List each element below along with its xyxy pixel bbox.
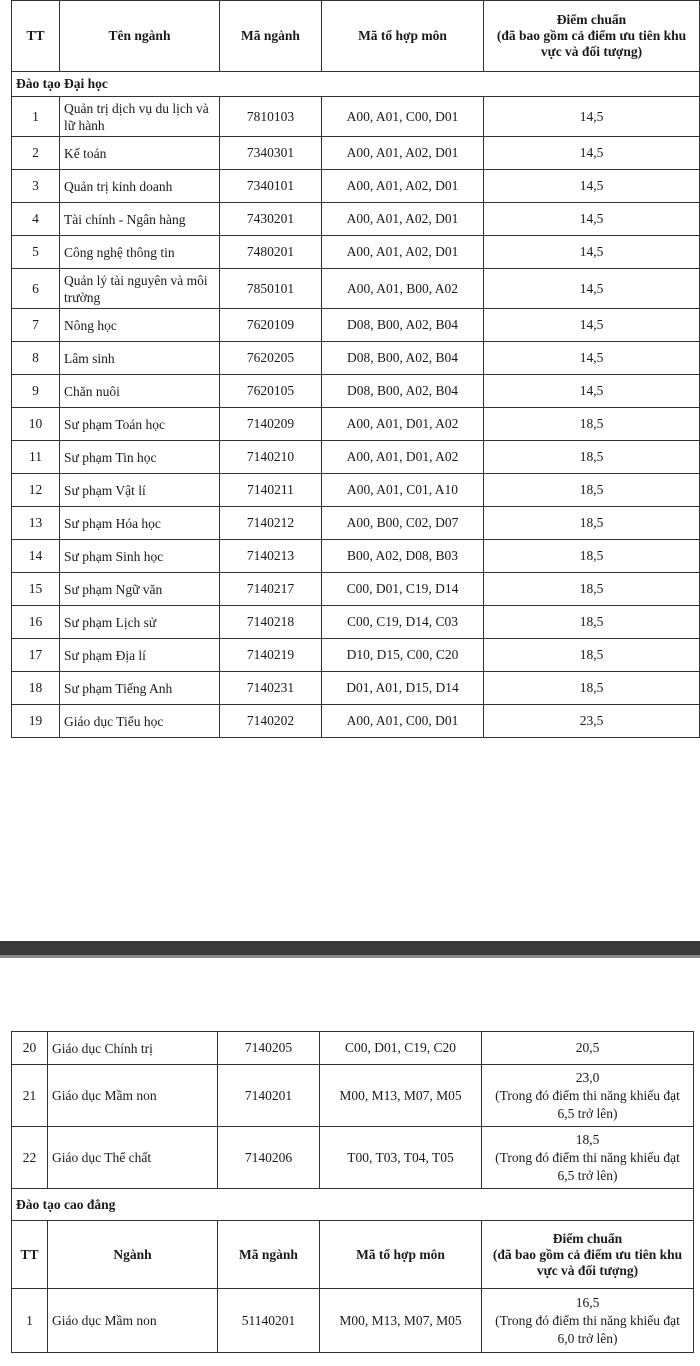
score-cell — [484, 573, 700, 606]
score-value: 16,5 — [575, 1294, 600, 1310]
row-combo: B00, A02, D08, B03 — [322, 540, 484, 573]
score-value: 14,5 — [579, 280, 604, 296]
row-code: 7140213 — [220, 540, 322, 573]
score-value: 14,5 — [579, 383, 604, 398]
row-code: 7620205 — [220, 342, 322, 375]
score-cell — [484, 474, 700, 507]
header-to-hop: Mã tổ hợp môn — [322, 1, 484, 72]
section-row — [12, 72, 700, 97]
row-code: 7810103 — [220, 97, 322, 137]
table-row — [12, 203, 700, 236]
row-code: 7140202 — [220, 705, 322, 738]
score-value: 18,5 — [579, 416, 604, 431]
score-cell — [484, 170, 700, 203]
score-value: 14,5 — [579, 317, 604, 332]
row-name: Giáo dục Mầm non — [48, 1289, 218, 1353]
score-cell — [482, 1127, 694, 1189]
row-code: 7140218 — [220, 606, 322, 639]
score-cell — [484, 507, 700, 540]
row-name: Nông học — [60, 309, 220, 342]
row-combo: A00, A01, A02, D01 — [322, 170, 484, 203]
header-diem-sub: (đã bao gồm cả điểm ưu tiên khu vực và đối tượng) — [496, 28, 687, 59]
table-body-cao-dang — [12, 1289, 694, 1353]
table-row — [12, 137, 700, 170]
score-cell — [484, 269, 700, 309]
table-body-page2 — [12, 1032, 694, 1189]
score-value: 18,5 — [579, 482, 604, 497]
row-code: 7140209 — [220, 408, 322, 441]
section-cao-dang: Đào tạo cao đẳng — [12, 1189, 694, 1221]
score-note: (Trong đó điểm thi năng khiếu đạt 6,5 trở lên) — [495, 1149, 680, 1183]
row-name: Sư phạm Ngữ văn — [60, 573, 220, 606]
section-dai-hoc: Đào tạo Đại học — [12, 72, 700, 97]
row-code: 7140205 — [218, 1032, 320, 1065]
score-cell — [484, 540, 700, 573]
row-code: 51140201 — [218, 1289, 320, 1353]
row-name: Sư phạm Vật lí — [60, 474, 220, 507]
score-value: 14,5 — [579, 244, 604, 259]
score-note: (Trong đó điểm thi năng khiếu đạt 6,5 trở lên) — [495, 1087, 680, 1121]
row-tt: 1 — [12, 97, 60, 137]
score-value: 23,5 — [579, 713, 604, 728]
row-combo: A00, A01, D01, A02 — [322, 441, 484, 474]
row-combo: A00, A01, C00, D01 — [322, 705, 484, 738]
header-ma-nganh: Mã ngành — [220, 1, 322, 72]
score-cell — [484, 236, 700, 269]
table-row — [12, 606, 700, 639]
score-cell — [484, 203, 700, 236]
row-tt: 10 — [12, 408, 60, 441]
row-combo: D10, D15, C00, C20 — [322, 639, 484, 672]
header2-diem-sub: (đã bao gồm cả điểm ưu tiên khu vực và đối tượng) — [492, 1246, 683, 1278]
section-row — [12, 1189, 694, 1221]
row-tt: 8 — [12, 342, 60, 375]
row-name: Giáo dục Thể chất — [48, 1127, 218, 1189]
row-tt: 17 — [12, 639, 60, 672]
header2-nganh: Ngành — [48, 1221, 218, 1289]
table-row — [12, 236, 700, 269]
row-tt: 19 — [12, 705, 60, 738]
row-combo: D01, A01, D15, D14 — [322, 672, 484, 705]
row-name: Quản lý tài nguyên và môi trường — [60, 269, 220, 309]
row-code: 7850101 — [220, 269, 322, 309]
header2-to-hop: Mã tổ hợp môn — [320, 1221, 482, 1289]
table-row — [12, 639, 700, 672]
row-combo: A00, A01, D01, A02 — [322, 408, 484, 441]
row-combo: D08, B00, A02, B04 — [322, 309, 484, 342]
score-cell — [484, 137, 700, 170]
table-row — [12, 573, 700, 606]
row-tt: 5 — [12, 236, 60, 269]
row-code: 7140217 — [220, 573, 322, 606]
score-value: 18,5 — [579, 680, 604, 695]
table-header-row-cao-dang — [12, 1221, 694, 1289]
row-combo: A00, A01, C01, A10 — [322, 474, 484, 507]
admission-score-table-page2 — [11, 1031, 694, 1353]
row-tt: 13 — [12, 507, 60, 540]
row-combo: C00, D01, C19, D14 — [322, 573, 484, 606]
row-combo: M00, M13, M07, M05 — [320, 1065, 482, 1127]
score-cell — [484, 342, 700, 375]
page-divider — [0, 941, 700, 955]
score-value: 14,5 — [579, 178, 604, 193]
row-name: Công nghệ thông tin — [60, 236, 220, 269]
row-name: Giáo dục Mầm non — [48, 1065, 218, 1127]
row-name: Sư phạm Tiếng Anh — [60, 672, 220, 705]
row-tt: 21 — [12, 1065, 48, 1127]
score-value: 14,5 — [579, 108, 604, 124]
header-diem-chuan — [484, 1, 700, 72]
score-cell — [484, 639, 700, 672]
table-row — [12, 269, 700, 309]
row-combo: A00, B00, C02, D07 — [322, 507, 484, 540]
row-tt: 18 — [12, 672, 60, 705]
row-tt: 14 — [12, 540, 60, 573]
row-code: 7480201 — [220, 236, 322, 269]
row-combo: C00, C19, D14, C03 — [322, 606, 484, 639]
row-name: Quản trị kinh doanh — [60, 170, 220, 203]
row-code: 7340301 — [220, 137, 322, 170]
score-cell — [482, 1289, 694, 1353]
score-value: 14,5 — [579, 211, 604, 226]
score-cell — [484, 408, 700, 441]
score-value: 18,5 — [579, 581, 604, 596]
row-code: 7430201 — [220, 203, 322, 236]
row-name: Lâm sinh — [60, 342, 220, 375]
table-row — [12, 170, 700, 203]
row-tt: 11 — [12, 441, 60, 474]
row-combo: D08, B00, A02, B04 — [322, 342, 484, 375]
row-name: Sư phạm Sinh học — [60, 540, 220, 573]
table-row — [12, 1032, 694, 1065]
row-name: Sư phạm Toán học — [60, 408, 220, 441]
table-row — [12, 474, 700, 507]
table-row — [12, 705, 700, 738]
row-name: Sư phạm Tin học — [60, 441, 220, 474]
row-name: Sư phạm Lịch sử — [60, 606, 220, 639]
score-value: 18,5 — [579, 548, 604, 563]
table-row — [12, 507, 700, 540]
row-name: Sư phạm Hóa học — [60, 507, 220, 540]
table-header-row — [12, 1, 700, 72]
row-code: 7140210 — [220, 441, 322, 474]
header2-diem-title: Điểm chuẩn — [552, 1230, 623, 1246]
table-row — [12, 672, 700, 705]
row-code: 7140219 — [220, 639, 322, 672]
row-combo: A00, A01, A02, D01 — [322, 203, 484, 236]
score-cell — [484, 606, 700, 639]
row-code: 7140201 — [218, 1065, 320, 1127]
table-row — [12, 408, 700, 441]
score-cell — [484, 441, 700, 474]
row-code: 7340101 — [220, 170, 322, 203]
row-combo: A00, A01, C00, D01 — [322, 97, 484, 137]
score-cell — [484, 97, 700, 137]
score-value: 18,5 — [579, 449, 604, 464]
table-row — [12, 441, 700, 474]
score-value: 18,5 — [579, 614, 604, 629]
table-row — [12, 1127, 694, 1189]
table-row — [12, 375, 700, 408]
row-combo: D08, B00, A02, B04 — [322, 375, 484, 408]
score-value: 14,5 — [579, 145, 604, 160]
row-combo: A00, A01, A02, D01 — [322, 137, 484, 170]
score-value: 18,5 — [579, 515, 604, 530]
score-value: 23,0 — [575, 1069, 600, 1085]
header-ten-nganh: Tên ngành — [60, 1, 220, 72]
row-combo: A00, A01, B00, A02 — [322, 269, 484, 309]
header2-ma-nganh: Mã ngành — [218, 1221, 320, 1289]
table-row — [12, 540, 700, 573]
row-combo: A00, A01, A02, D01 — [322, 236, 484, 269]
row-name: Sư phạm Địa lí — [60, 639, 220, 672]
row-code: 7140206 — [218, 1127, 320, 1189]
score-cell — [484, 705, 700, 738]
table-row — [12, 1065, 694, 1127]
row-tt: 6 — [12, 269, 60, 309]
row-tt: 1 — [12, 1289, 48, 1353]
row-tt: 2 — [12, 137, 60, 170]
header-diem-title: Điểm chuẩn — [556, 12, 627, 27]
score-cell — [484, 375, 700, 408]
row-name: Giáo dục Tiểu học — [60, 705, 220, 738]
admission-score-table-page1 — [11, 0, 700, 738]
score-cell — [482, 1032, 694, 1065]
table-body-page1 — [12, 97, 700, 738]
header-tt: TT — [12, 1, 60, 72]
row-combo: T00, T03, T04, T05 — [320, 1127, 482, 1189]
score-value: 18,5 — [579, 647, 604, 662]
row-combo: M00, M13, M07, M05 — [320, 1289, 482, 1353]
row-tt: 12 — [12, 474, 60, 507]
row-tt: 4 — [12, 203, 60, 236]
row-tt: 3 — [12, 170, 60, 203]
table-row — [12, 1289, 694, 1353]
row-name: Chăn nuôi — [60, 375, 220, 408]
row-name: Quản trị dịch vụ du lịch và lữ hành — [60, 97, 220, 137]
score-cell — [484, 672, 700, 705]
score-value: 20,5 — [575, 1040, 600, 1055]
header2-tt: TT — [12, 1221, 48, 1289]
score-note: (Trong đó điểm thi năng khiếu đạt 6,0 trở lên) — [495, 1312, 680, 1346]
score-cell — [482, 1065, 694, 1127]
score-value: 18,5 — [575, 1131, 600, 1147]
row-name: Kế toán — [60, 137, 220, 170]
table-row — [12, 342, 700, 375]
row-code: 7140212 — [220, 507, 322, 540]
row-code: 7620105 — [220, 375, 322, 408]
row-code: 7140211 — [220, 474, 322, 507]
row-tt: 16 — [12, 606, 60, 639]
page-divider-edge — [0, 955, 700, 958]
score-value: 14,5 — [579, 350, 604, 365]
row-code: 7620109 — [220, 309, 322, 342]
row-tt: 22 — [12, 1127, 48, 1189]
row-tt: 7 — [12, 309, 60, 342]
row-name: Tài chính - Ngân hàng — [60, 203, 220, 236]
table-row — [12, 309, 700, 342]
row-name: Giáo dục Chính trị — [48, 1032, 218, 1065]
row-combo: C00, D01, C19, C20 — [320, 1032, 482, 1065]
row-tt: 20 — [12, 1032, 48, 1065]
header2-diem-chuan — [482, 1221, 694, 1289]
table-row — [12, 97, 700, 137]
row-tt: 15 — [12, 573, 60, 606]
score-cell — [484, 309, 700, 342]
row-tt: 9 — [12, 375, 60, 408]
row-code: 7140231 — [220, 672, 322, 705]
